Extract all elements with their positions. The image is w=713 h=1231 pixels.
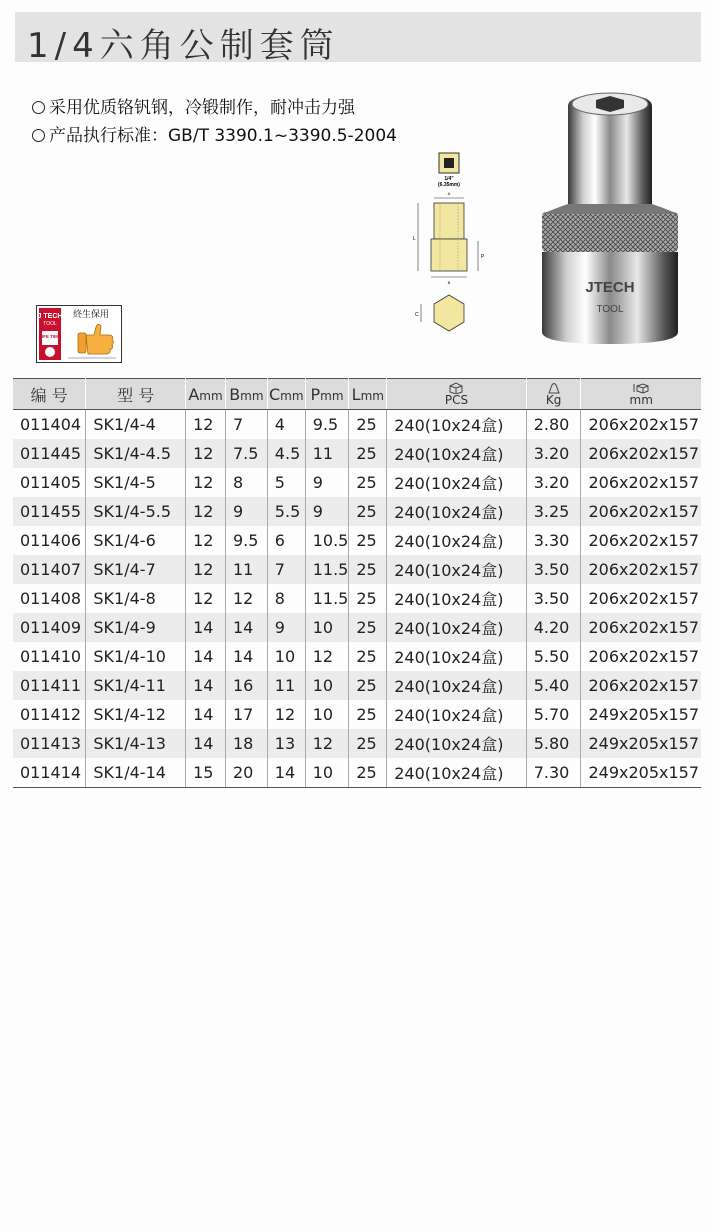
feature-list bbox=[32, 94, 397, 150]
bullet-circle-icon bbox=[32, 101, 45, 114]
cell-p: 10 bbox=[305, 613, 349, 642]
cell-a: 14 bbox=[186, 729, 226, 758]
cell-kg: 3.20 bbox=[526, 439, 581, 468]
carton-size-icon bbox=[633, 382, 649, 394]
cell-size: 206x202x157 bbox=[588, 473, 700, 492]
table-row bbox=[13, 642, 701, 671]
cell-a: 12 bbox=[186, 555, 226, 584]
col-header-p: Pmm bbox=[305, 379, 349, 410]
cell-size: 249x205x157 bbox=[588, 705, 700, 724]
table-header-row bbox=[13, 379, 701, 410]
cell-a: 14 bbox=[186, 671, 226, 700]
bullet-circle-icon bbox=[32, 129, 45, 142]
cell-p: 9.5 bbox=[305, 410, 349, 440]
cell-b: 16 bbox=[225, 671, 267, 700]
svg-text:J TECH: J TECH bbox=[37, 313, 63, 320]
cell-code: 011412 bbox=[13, 700, 86, 729]
cell-pcs: 240(10x24盒) bbox=[387, 497, 526, 526]
col-header-size: mm bbox=[581, 379, 701, 410]
cell-b: 11 bbox=[225, 555, 267, 584]
cell-a: 12 bbox=[186, 468, 226, 497]
cell-code: 011410 bbox=[13, 642, 86, 671]
cell-model: SK1/4-4 bbox=[86, 410, 186, 440]
spec-table bbox=[13, 378, 701, 788]
cell-kg: 5.70 bbox=[526, 700, 581, 729]
svg-text:B: B bbox=[447, 280, 451, 285]
svg-text:P: P bbox=[481, 254, 485, 260]
cell-pcs: 240(10x24盒) bbox=[387, 555, 526, 584]
cell-code: 011409 bbox=[13, 613, 86, 642]
cell-pcs: 240(10x24盒) bbox=[387, 642, 526, 671]
cell-pcs: 240(10x24盒) bbox=[387, 671, 526, 700]
cell-l: 25 bbox=[349, 613, 387, 642]
cell-p: 10.5 bbox=[305, 526, 349, 555]
table-row bbox=[13, 729, 701, 758]
cell-kg: 5.50 bbox=[526, 642, 581, 671]
svg-text:TOOL: TOOL bbox=[43, 321, 57, 327]
cell-size: 206x202x157 bbox=[588, 647, 700, 666]
cell-kg: 2.80 bbox=[526, 410, 581, 440]
cell-a: 12 bbox=[186, 410, 226, 440]
cell-code: 011445 bbox=[13, 439, 86, 468]
cell-p: 11.5 bbox=[305, 584, 349, 613]
cell-model: SK1/4-6 bbox=[86, 526, 186, 555]
cell-l: 25 bbox=[349, 439, 387, 468]
cell-b: 12 bbox=[225, 584, 267, 613]
table-row bbox=[13, 671, 701, 700]
cell-b: 14 bbox=[225, 642, 267, 671]
cell-kg: 5.40 bbox=[526, 671, 581, 700]
cell-size: 206x202x157 bbox=[581, 497, 701, 526]
cell-kg: 5.80 bbox=[526, 729, 581, 758]
cell-a: 12 bbox=[186, 497, 226, 526]
cell-size: 206x202x157 bbox=[588, 589, 700, 608]
cell-b: 7.5 bbox=[225, 439, 267, 468]
cell-l: 25 bbox=[349, 526, 387, 555]
cell-code: 011405 bbox=[13, 468, 86, 497]
feature-item: 产品执行标准：GB/T 3390.1~3390.5-2004 bbox=[32, 122, 397, 150]
svg-text:終生保用: 終生保用 bbox=[72, 310, 110, 320]
cell-code: 011411 bbox=[13, 671, 86, 700]
cell-l: 25 bbox=[349, 468, 387, 497]
cell-c: 6 bbox=[267, 526, 305, 555]
cell-c: 13 bbox=[267, 729, 305, 758]
cell-p: 10 bbox=[305, 758, 349, 788]
svg-text:1/4": 1/4" bbox=[444, 176, 454, 182]
cell-pcs: 240(10x24盒) bbox=[387, 584, 526, 613]
cell-l: 25 bbox=[349, 584, 387, 613]
cell-l: 25 bbox=[349, 758, 387, 788]
cell-code: 011408 bbox=[13, 584, 86, 613]
svg-text:JTECH: JTECH bbox=[585, 279, 635, 296]
cell-pcs: 240(10x24盒) bbox=[387, 613, 526, 642]
cell-code: 011404 bbox=[13, 410, 86, 440]
cell-model: SK1/4-12 bbox=[86, 700, 186, 729]
table-row bbox=[13, 700, 701, 729]
title-bar bbox=[15, 12, 701, 66]
cell-model: SK1/4-8 bbox=[86, 584, 186, 613]
cell-c: 9 bbox=[267, 613, 305, 642]
cell-c: 11 bbox=[267, 671, 305, 700]
cell-a: 12 bbox=[186, 584, 226, 613]
cell-a: 14 bbox=[186, 642, 226, 671]
cell-code: 011455 bbox=[13, 497, 86, 526]
col-header-model: 型 号 bbox=[86, 379, 186, 410]
cell-a: 12 bbox=[186, 439, 226, 468]
cell-p: 10 bbox=[305, 700, 349, 729]
table-row bbox=[13, 555, 701, 584]
cell-kg: 3.25 bbox=[526, 497, 581, 526]
cell-size: 206x202x157 bbox=[588, 415, 700, 434]
page-title: 1/4六角公制套筒 bbox=[27, 26, 340, 66]
cell-l: 25 bbox=[349, 700, 387, 729]
cell-pcs: 240(10x24盒) bbox=[387, 468, 526, 497]
cell-c: 7 bbox=[267, 555, 305, 584]
cell-c: 10 bbox=[267, 642, 305, 671]
cell-a: 15 bbox=[186, 758, 226, 788]
table-row bbox=[13, 613, 701, 642]
cell-p: 11.5 bbox=[305, 555, 349, 584]
cell-p: 12 bbox=[305, 642, 349, 671]
cell-l: 25 bbox=[349, 410, 387, 440]
cell-kg: 3.50 bbox=[526, 555, 581, 584]
cell-pcs: 240(10x24盒) bbox=[387, 526, 526, 555]
cell-code: 011413 bbox=[13, 729, 86, 758]
cell-c: 4 bbox=[267, 410, 305, 440]
cell-c: 5.5 bbox=[267, 497, 305, 526]
cell-model: SK1/4-9 bbox=[86, 613, 186, 642]
col-header-pcs: PCS bbox=[387, 379, 526, 410]
svg-text:LIFE TIME: LIFE TIME bbox=[39, 334, 61, 339]
cell-b: 8 bbox=[225, 468, 267, 497]
cell-l: 25 bbox=[349, 555, 387, 584]
cell-size: 206x202x157 bbox=[581, 555, 701, 584]
cell-b: 7 bbox=[225, 410, 267, 440]
cell-size: 206x202x157 bbox=[581, 439, 701, 468]
table-row bbox=[13, 758, 701, 788]
cell-model: SK1/4-10 bbox=[86, 642, 186, 671]
cell-model: SK1/4-14 bbox=[86, 758, 186, 788]
cell-model: SK1/4-5.5 bbox=[86, 497, 186, 526]
cell-a: 12 bbox=[186, 526, 226, 555]
cell-p: 9 bbox=[305, 497, 349, 526]
cell-c: 5 bbox=[267, 468, 305, 497]
cell-c: 8 bbox=[267, 584, 305, 613]
cell-model: SK1/4-7 bbox=[86, 555, 186, 584]
cell-model: SK1/4-11 bbox=[86, 671, 186, 700]
cell-p: 10 bbox=[305, 671, 349, 700]
table-row bbox=[13, 584, 701, 613]
cell-l: 25 bbox=[349, 729, 387, 758]
svg-text:(6.35mm): (6.35mm) bbox=[438, 182, 460, 188]
cell-c: 14 bbox=[267, 758, 305, 788]
cell-pcs: 240(10x24盒) bbox=[387, 700, 526, 729]
socket-dimension-diagram bbox=[406, 145, 506, 345]
cell-l: 25 bbox=[349, 497, 387, 526]
lifetime-warranty-badge bbox=[36, 305, 122, 363]
svg-text:A: A bbox=[447, 191, 451, 196]
table-row bbox=[13, 439, 701, 468]
cell-kg: 7.30 bbox=[526, 758, 581, 788]
cell-b: 9 bbox=[225, 497, 267, 526]
col-header-l: Lmm bbox=[349, 379, 387, 410]
col-header-a: Amm bbox=[186, 379, 226, 410]
cell-kg: 4.20 bbox=[526, 613, 581, 642]
cell-p: 11 bbox=[305, 439, 349, 468]
cell-b: 20 bbox=[225, 758, 267, 788]
cell-b: 14 bbox=[225, 613, 267, 642]
cell-model: SK1/4-4.5 bbox=[86, 439, 186, 468]
socket-product-photo bbox=[528, 82, 690, 354]
cell-pcs: 240(10x24盒) bbox=[387, 410, 526, 440]
cell-b: 9.5 bbox=[225, 526, 267, 555]
box-icon bbox=[448, 382, 464, 394]
cell-kg: 3.30 bbox=[526, 526, 581, 555]
cell-b: 18 bbox=[225, 729, 267, 758]
cell-pcs: 240(10x24盒) bbox=[387, 439, 526, 468]
cell-size: 206x202x157 bbox=[581, 613, 701, 642]
cell-size: 206x202x157 bbox=[581, 671, 701, 700]
cell-b: 17 bbox=[225, 700, 267, 729]
feature-item: 采用优质铬钒钢，冷锻制作，耐冲击力强 bbox=[32, 94, 397, 122]
cell-pcs: 240(10x24盒) bbox=[387, 729, 526, 758]
cell-kg: 3.20 bbox=[526, 468, 581, 497]
cell-p: 12 bbox=[305, 729, 349, 758]
col-header-code: 编 号 bbox=[13, 379, 86, 410]
svg-text:C: C bbox=[415, 312, 419, 318]
table-row bbox=[13, 468, 701, 497]
cell-code: 011406 bbox=[13, 526, 86, 555]
svg-text:L: L bbox=[413, 236, 416, 242]
weight-icon bbox=[548, 382, 560, 394]
cell-kg: 3.50 bbox=[526, 584, 581, 613]
cell-c: 4.5 bbox=[267, 439, 305, 468]
cell-size: 249x205x157 bbox=[581, 758, 701, 788]
svg-text:TOOL: TOOL bbox=[596, 304, 624, 315]
cell-l: 25 bbox=[349, 642, 387, 671]
cell-model: SK1/4-5 bbox=[86, 468, 186, 497]
cell-model: SK1/4-13 bbox=[86, 729, 186, 758]
table-row bbox=[13, 410, 701, 440]
cell-c: 12 bbox=[267, 700, 305, 729]
cell-size: 206x202x157 bbox=[588, 531, 700, 550]
cell-a: 14 bbox=[186, 613, 226, 642]
cell-a: 14 bbox=[186, 700, 226, 729]
col-header-c: Cmm bbox=[267, 379, 305, 410]
cell-p: 9 bbox=[305, 468, 349, 497]
table-row bbox=[13, 497, 701, 526]
cell-code: 011414 bbox=[13, 758, 86, 788]
col-header-kg: Kg bbox=[526, 379, 581, 410]
table-row bbox=[13, 526, 701, 555]
cell-code: 011407 bbox=[13, 555, 86, 584]
cell-l: 25 bbox=[349, 671, 387, 700]
cell-pcs: 240(10x24盒) bbox=[387, 758, 526, 788]
cell-size: 249x205x157 bbox=[581, 729, 701, 758]
col-header-b: Bmm bbox=[225, 379, 267, 410]
